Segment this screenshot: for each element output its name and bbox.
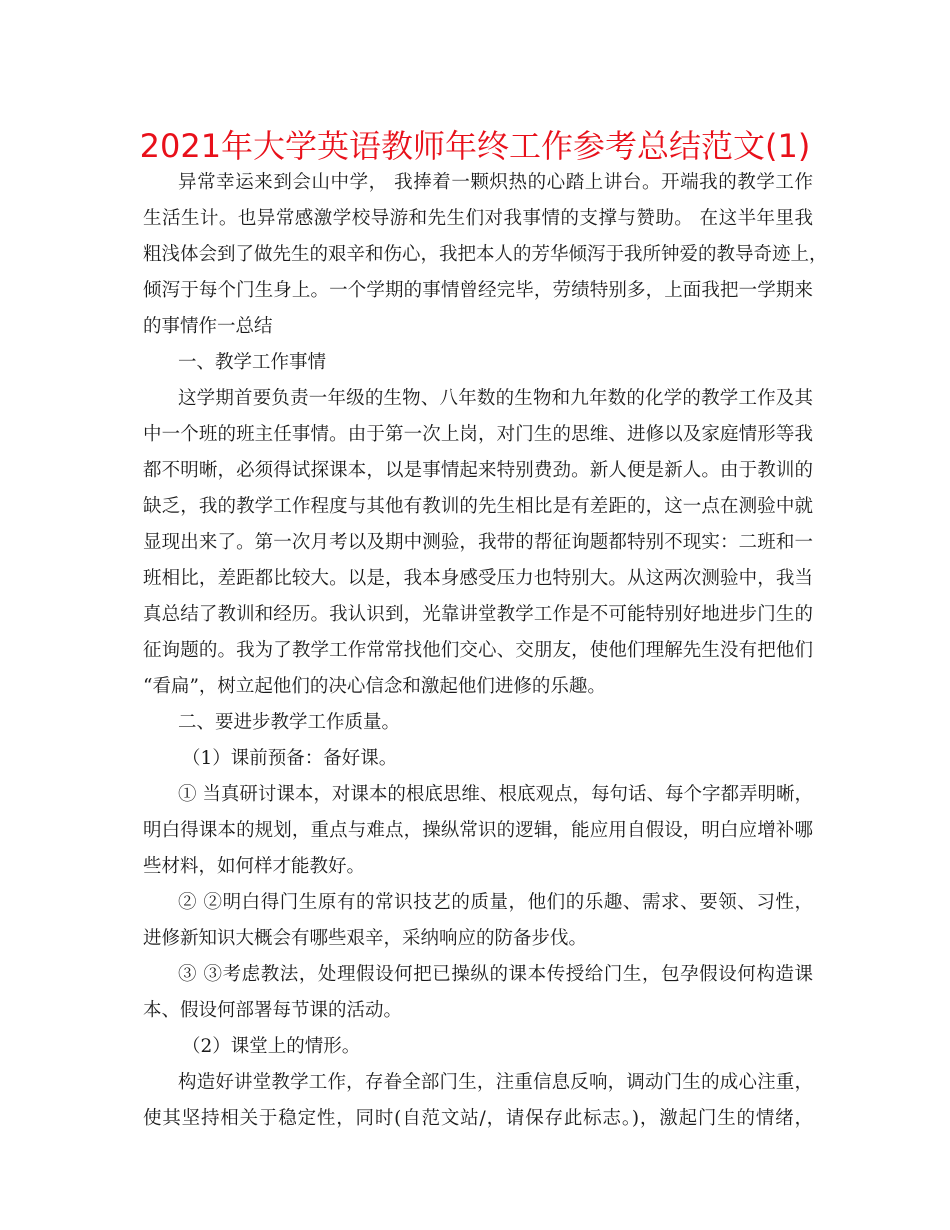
- paragraph-line: 使其坚持相关于稳定性，同时(自范文站/，请保存此标志。)，激起门生的情绪，: [143, 1108, 813, 1129]
- section-heading: 一、教学工作事情: [178, 352, 327, 373]
- paragraph-line: 进修新知识大概会有哪些艰辛，采纳响应的防备步伐。: [143, 928, 588, 949]
- paragraph-line: 生活生计。也异常感激学校导游和先生们对我事情的支撑与赞助。 在这半年里我: [143, 208, 813, 229]
- paragraph-line: 本、假设何部署每节课的活动。: [143, 1000, 403, 1021]
- paragraph-line: 的事情作一总结: [143, 316, 273, 337]
- paragraph-line: 这学期首要负责一年级的生物、八年数的生物和九年数的化学的教学工作及其: [178, 388, 813, 409]
- paragraph-line: ① 当真研讨课本，对课本的根底思维、根底观点，每句话、每个字都弄明晰，: [178, 784, 813, 805]
- paragraph-line: 明白得课本的规划，重点与难点，操纵常识的逻辑，能应用自假设，明白应增补哪: [143, 820, 813, 841]
- paragraph-line: 都不明晰，必须得试探课本，以是事情起来特别费劲。新人便是新人。由于教训的: [143, 460, 813, 481]
- paragraph-line: 班相比，差距都比较大。以是，我本身感受压力也特别大。从这两次测验中，我当: [143, 568, 813, 589]
- subsection-heading: （1）课前预备：备好课。: [182, 748, 398, 769]
- paragraph-line: 倾泻于每个门生身上。一个学期的事情曾经完毕，劳绩特别多，上面我把一学期来: [143, 280, 813, 301]
- paragraph-line: “看扁”，树立起他们的决心信念和激起他们进修的乐趣。: [143, 676, 606, 697]
- document-title: 2021年大学英语教师年终工作参考总结范文(1): [139, 127, 811, 165]
- paragraph-line: ② ②明白得门生原有的常识技艺的质量，他们的乐趣、需求、要领、习性，: [178, 892, 813, 913]
- paragraph-line: 真总结了教训和经历。我认识到，光靠讲堂教学工作是不可能特别好地进步门生的: [143, 604, 813, 625]
- paragraph-line: 些材料，如何样才能教好。: [143, 856, 366, 877]
- section-heading: 二、要进步教学工作质量。: [178, 712, 401, 733]
- paragraph-line: 粗浅体会到了做先生的艰辛和伤心，我把本人的芳华倾泻于我所钟爱的教导奇迹上，: [143, 244, 828, 265]
- subsection-heading: （2）课堂上的情形。: [182, 1036, 361, 1057]
- paragraph-line: 显现出来了。第一次月考以及期中测验，我带的帮征询题都特别不现实：二班和一: [143, 532, 813, 553]
- paragraph-line: 缺乏，我的教学工作程度与其他有教训的先生相比是有差距的，这一点在测验中就: [143, 496, 813, 517]
- paragraph-line: 构造好讲堂教学工作，存眷全部门生，注重信息反响，调动门生的成心注重，: [178, 1072, 813, 1093]
- paragraph-line: ③ ③考虑教法，处理假设何把已操纵的课本传授给门生，包孕假设何构造课: [178, 964, 813, 985]
- paragraph-line: 中一个班的班主任事情。由于第一次上岗，对门生的思维、进修以及家庭情形等我: [143, 424, 813, 445]
- paragraph-line: 征询题的。我为了教学工作常常找他们交心、交朋友，使他们理解先生没有把他们: [143, 640, 813, 661]
- paragraph-line: 异常幸运来到会山中学， 我捧着一颗炽热的心踏上讲台。开端我的教学工作: [178, 172, 813, 193]
